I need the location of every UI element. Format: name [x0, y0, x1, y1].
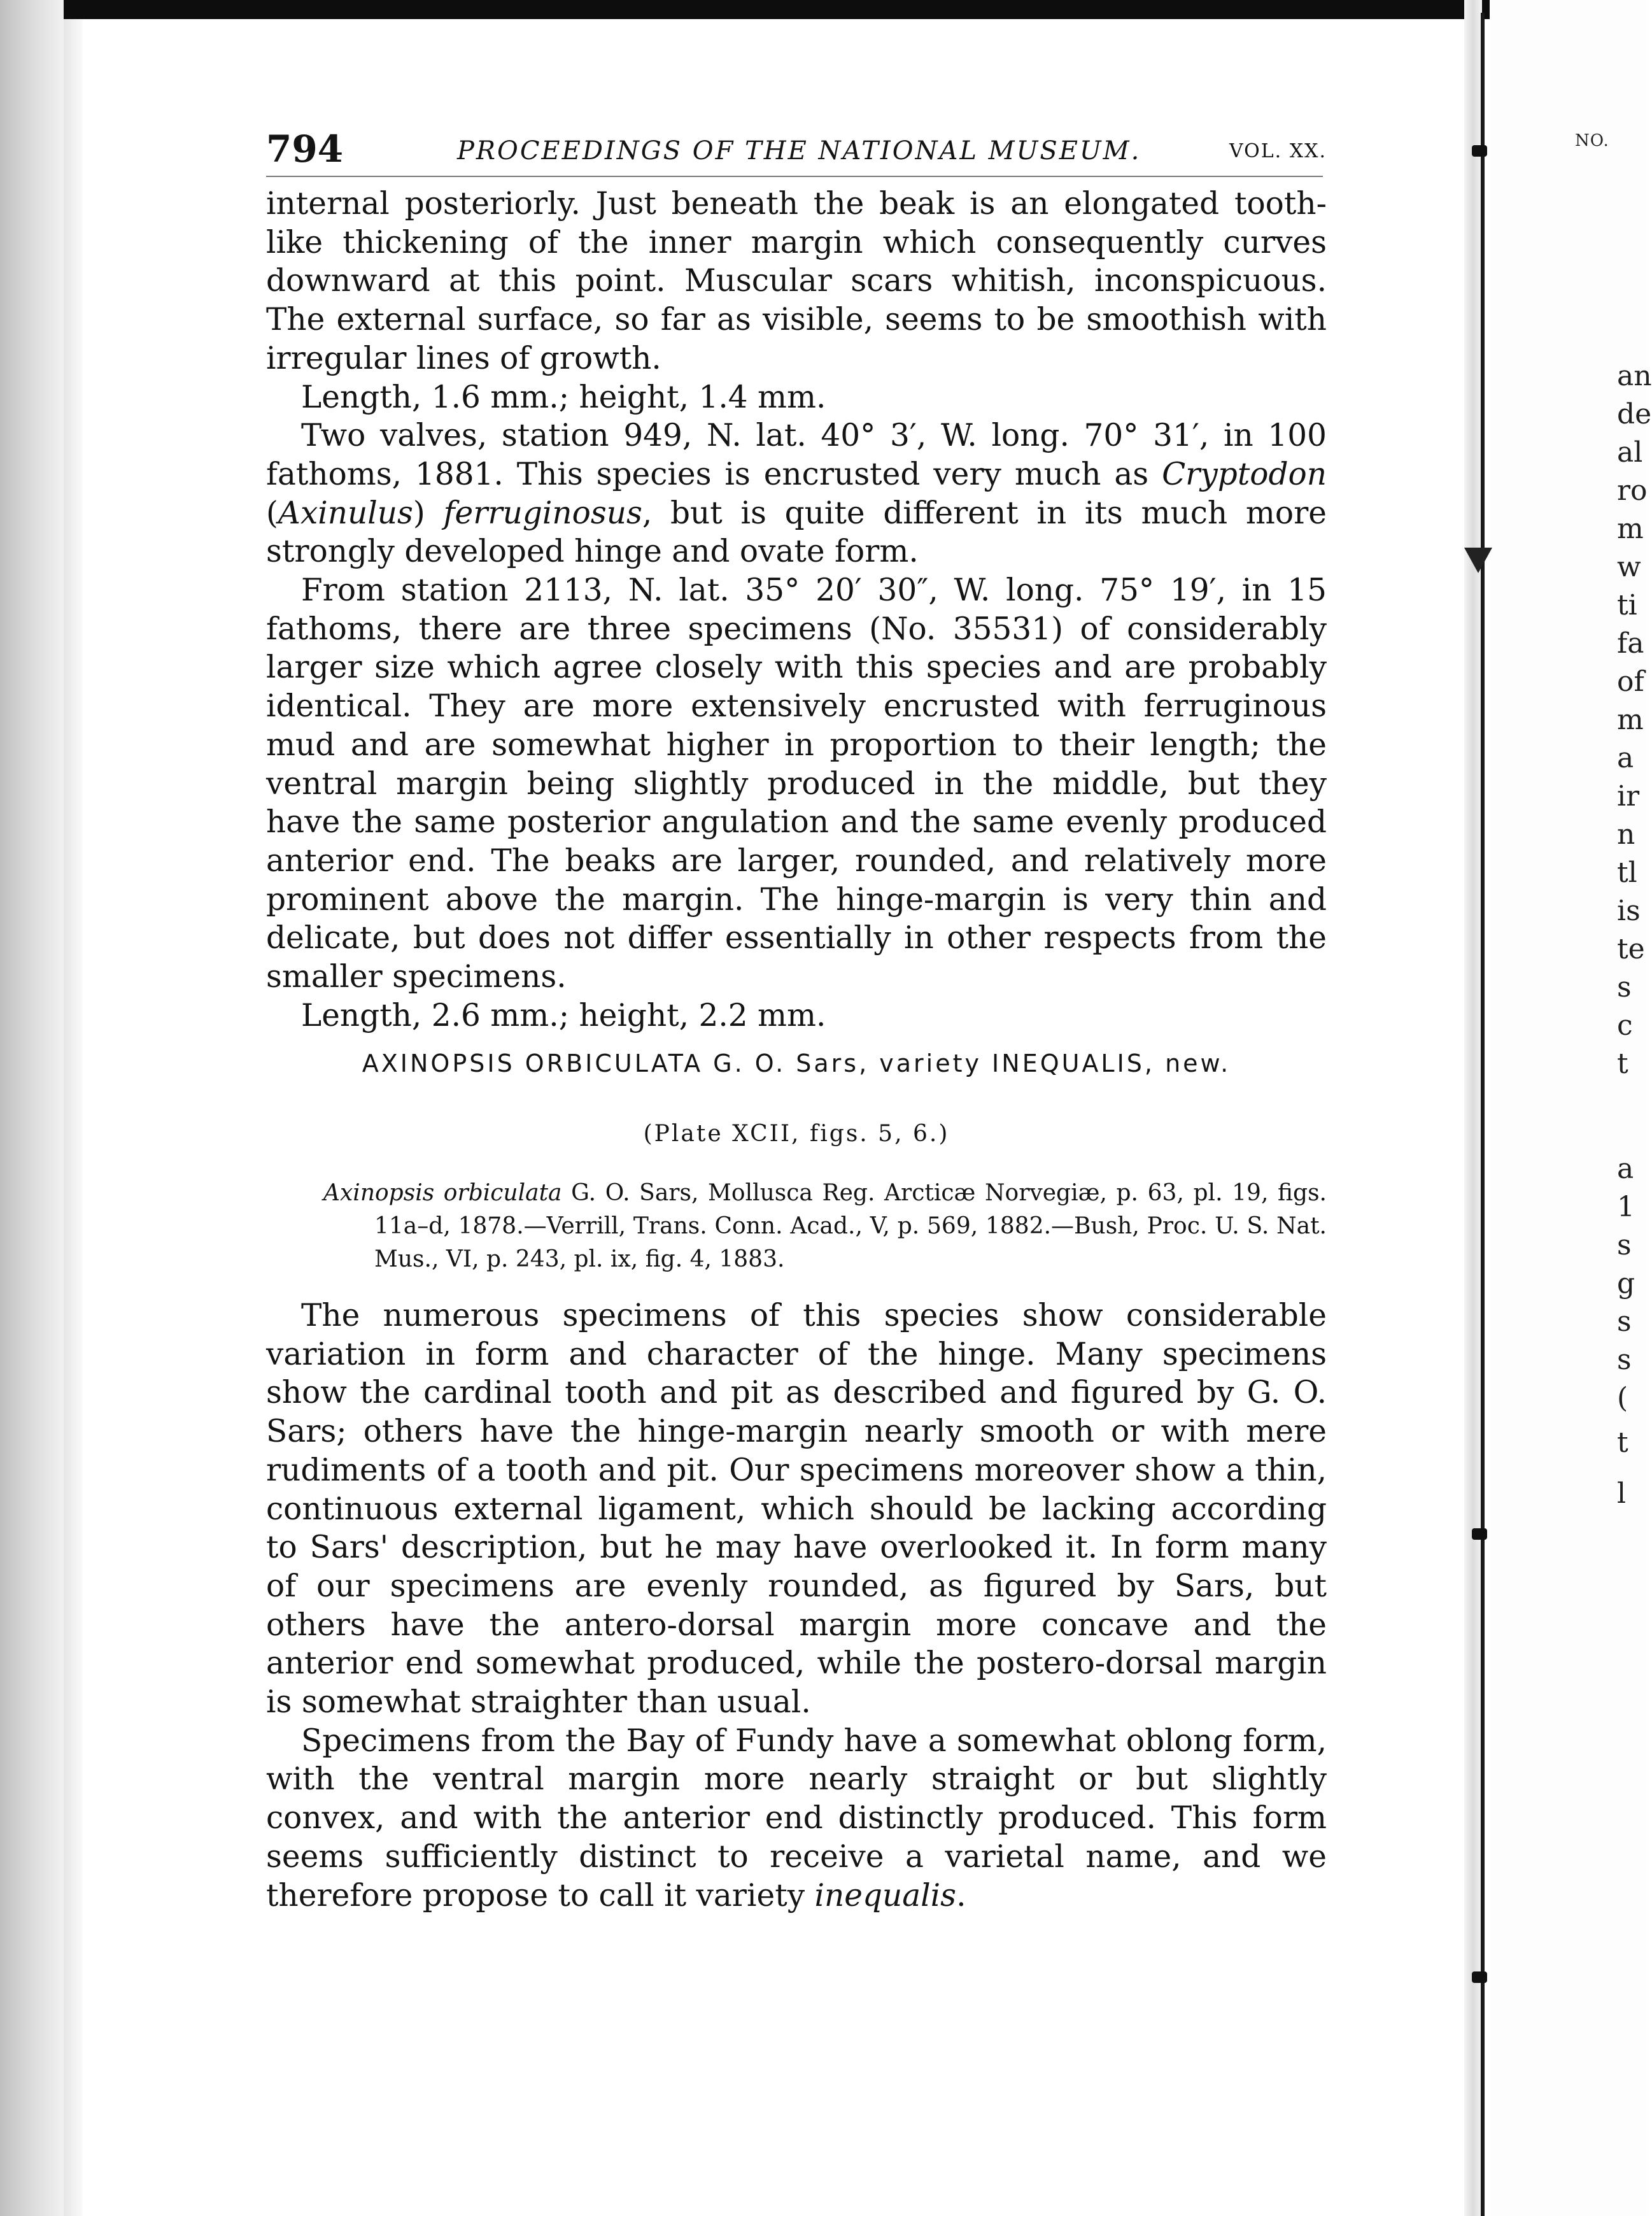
genus-name: Cryptodon	[1162, 456, 1327, 492]
facing-page-fragment: tl	[1617, 856, 1637, 889]
facing-page-no-label: NO.	[1575, 131, 1609, 150]
volume-label: VOL. XX.	[1229, 140, 1327, 162]
gutter-mark	[1472, 1971, 1487, 1983]
facing-page-fragment: t	[1617, 1048, 1628, 1080]
synonymy-block	[323, 1177, 1327, 1276]
facing-page-fragment: an	[1617, 360, 1652, 392]
species-name: ferruginosus	[443, 495, 642, 531]
gutter-arrow-mark	[1464, 548, 1492, 573]
continued-text	[266, 185, 1327, 1035]
text-span: Two valves, station 949, N. lat. 40° 3′, W. long. 70° 31′, in 100 fathoms, 1881. This species is encrusted very much as	[266, 418, 1327, 492]
paragraph-continued: internal posteriorly. Just beneath the beak is an elongated tooth-like thickening of the inner margin which consequently curves downward at this point. Muscular scars whitish, inconspicuous. The external surface, so far as visible, seems to be smoothish with irregular lines of growth.	[266, 186, 1327, 376]
facing-page-fragment: c	[1617, 1009, 1633, 1042]
plate-reference: (Plate XCII, figs. 5, 6.)	[643, 1121, 950, 1147]
variety-name: inequalis	[814, 1877, 957, 1914]
text-span: Specimens from the Bay of Fundy have a somewhat oblong form, with the ventral margin more nearly straight or but slightly convex, and with the anterior end distinctly produced. This form seems sufficiently distinct to receive a varietal name, and we therefore propose to call it variety	[266, 1722, 1327, 1914]
facing-page-fragment: m	[1617, 704, 1644, 736]
running-head	[266, 127, 1327, 172]
facing-page-fragment: ti	[1617, 589, 1637, 621]
paragraph-measurement: Length, 1.6 mm.; height, 1.4 mm.	[301, 379, 826, 415]
facing-page-fragment: t	[1617, 1426, 1628, 1459]
facing-page-fragment: de	[1617, 398, 1652, 430]
journal-title: PROCEEDINGS OF THE NATIONAL MUSEUM.	[457, 136, 1141, 166]
header-rule	[266, 176, 1323, 177]
text-span: )	[413, 495, 444, 531]
facing-page-fragment: a	[1617, 742, 1634, 774]
facing-page-fragment: s	[1617, 971, 1632, 1004]
facing-page-fragment: 1	[1617, 1191, 1635, 1223]
paragraph-variation: The numerous specimens of this species show considerable variation in form and character of the hinge. Many specimens show the cardinal tooth and pit as described and figured by G. O. Sars; others have the hinge-margin nearly smooth or with mere rudiments of a tooth and pit. Our specimens moreover show a thin, continuous external ligament, which should be lacking according to Sars' description, but he may have overlooked it. In form many of our specimens are evenly rounded, as figured by Sars, but others have the antero-dorsal margin more concave and the anterior end somewhat produced, while the postero-dorsal margin is somewhat straighter than usual.	[266, 1298, 1327, 1721]
facing-page-fragment: (	[1617, 1382, 1628, 1414]
facing-page-fragment: l	[1617, 1477, 1627, 1510]
facing-page	[1490, 0, 1652, 2216]
facing-page-fragment: al	[1617, 436, 1643, 469]
facing-page-fragment: s	[1617, 1229, 1632, 1261]
subgenus-name: Axinulus	[278, 495, 413, 531]
facing-page-fragment: m	[1617, 513, 1644, 545]
gutter-mark	[1472, 1528, 1487, 1540]
facing-page-fragment: a	[1617, 1153, 1634, 1185]
paragraph-station-949	[266, 416, 1327, 571]
gutter-line	[1481, 13, 1485, 2216]
paragraph-bay-of-fundy	[266, 1722, 1327, 1915]
facing-page-fragment: n	[1617, 818, 1635, 851]
paragraph-measurement-2: Length, 2.6 mm.; height, 2.2 mm.	[301, 997, 826, 1033]
facing-page-fragment: s	[1617, 1344, 1632, 1376]
text-span: .	[956, 1877, 966, 1914]
text-span: (	[266, 495, 278, 531]
species-heading: AXINOPSIS ORBICULATA G. O. Sars, variety INEQUALIS, new.	[362, 1049, 1231, 1077]
page-number: 794	[266, 127, 344, 171]
facing-page-fragment: fa	[1617, 627, 1644, 660]
scan-left-shadow-inner	[64, 19, 83, 2216]
facing-page-fragment: ir	[1617, 780, 1640, 813]
body-text	[266, 1296, 1327, 1915]
synonym-name: Axinopsis orbiculata	[323, 1180, 562, 1206]
scan-top-shadow	[0, 0, 1648, 19]
facing-page-fragment: te	[1617, 933, 1645, 965]
scan-left-shadow	[0, 0, 64, 2216]
synonymy-text: G. O. Sars, Mollusca Reg. Arcticæ Norvegiæ, p. 63, pl. 19, figs. 11a–d, 1878.—Verrill, Trans. Conn. Acad., V, p. 569, 1882.—Bush, Proc. U. S. Nat. Mus., VI, p. 243, pl. ix, fig. 4, 1883.	[374, 1180, 1327, 1272]
facing-page-fragment: of	[1617, 665, 1644, 698]
facing-page-fragment: is	[1617, 895, 1641, 927]
gutter-mark	[1472, 145, 1487, 157]
text-span: , but is quite different in its much more strongly developed hinge and ovate form.	[266, 495, 1327, 570]
facing-page-fragment: w	[1617, 551, 1641, 583]
book-gutter	[1464, 0, 1482, 2216]
facing-page-fragment: ro	[1617, 474, 1648, 507]
facing-page-fragment: s	[1617, 1305, 1632, 1338]
facing-page-fragment: g	[1617, 1267, 1635, 1300]
synonymy-entry	[323, 1177, 1327, 1276]
paragraph-station-2113: From station 2113, N. lat. 35° 20′ 30″, W. long. 75° 19′, in 15 fathoms, there are three specimens (No. 35531) of considerably larger size which agree closely with this species and are probably identical. They are more extensively encrusted with ferruginous mud and are somewhat higher in proportion to their length; the ventral margin being slightly produced in the middle, but they have the same posterior angulation and the same evenly produced anterior end. The beaks are larger, rounded, and relatively more prominent above the margin. The hinge-margin is very thin and delicate, but does not differ essentially in other respects from the smaller specimens.	[266, 572, 1327, 995]
